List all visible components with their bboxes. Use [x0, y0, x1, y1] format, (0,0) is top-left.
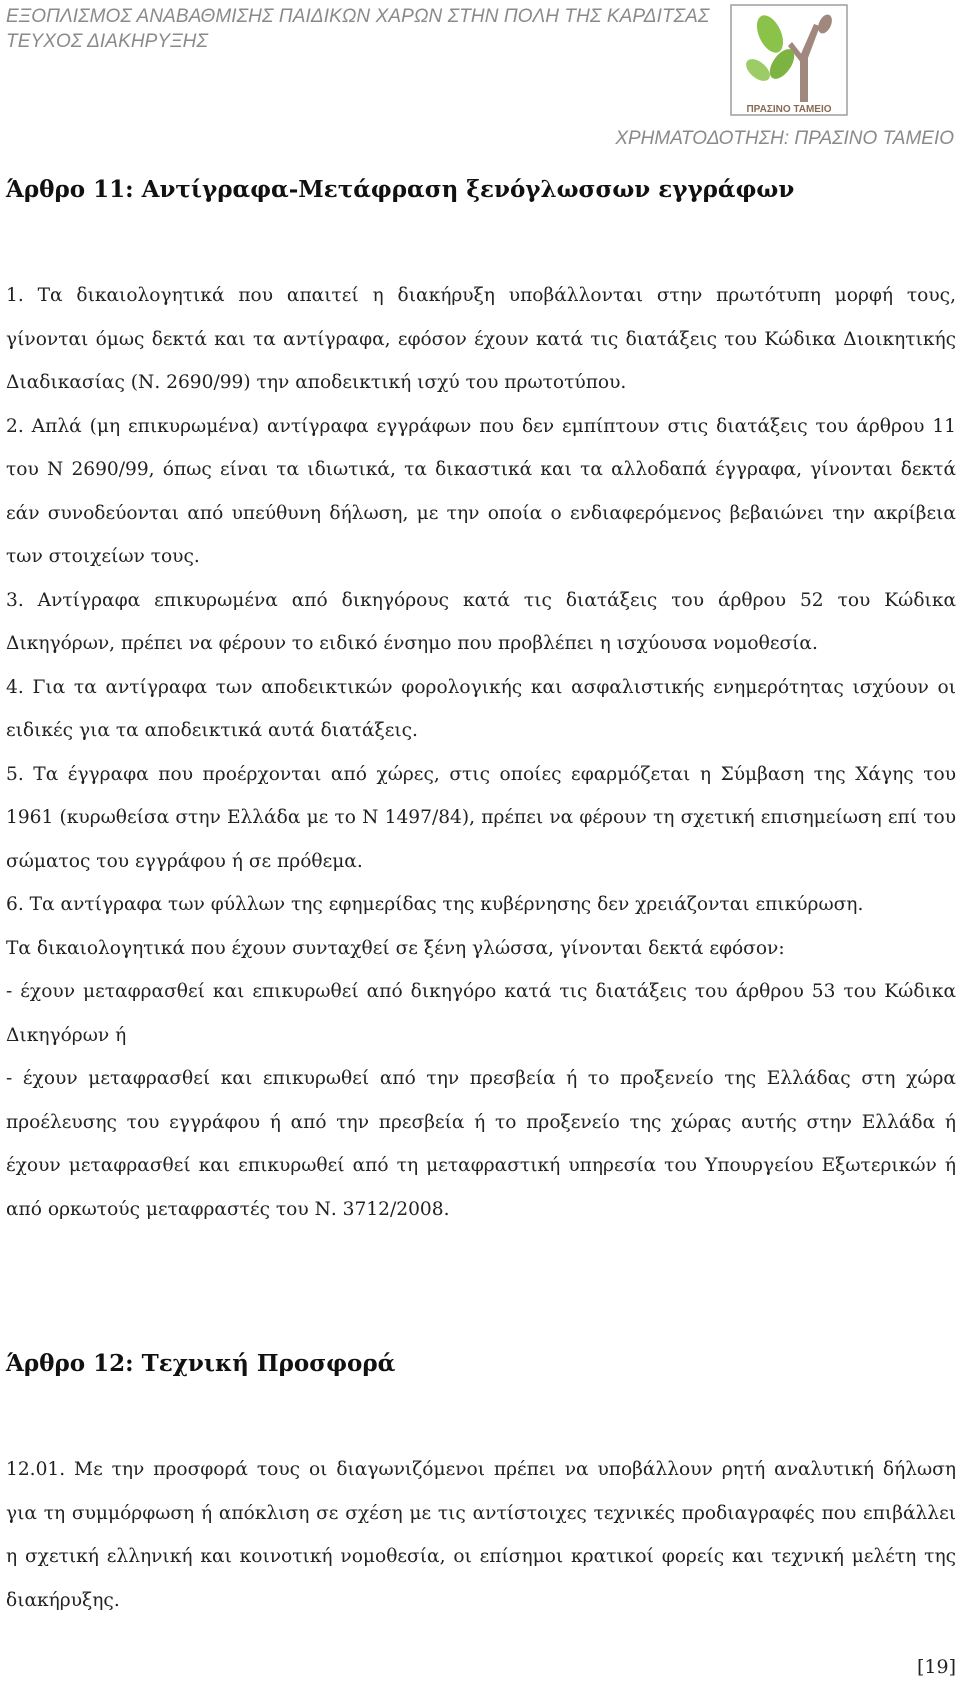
- article-12-body: [6, 1448, 956, 1622]
- header-project-title: ΕΞΟΠΛΙΣΜΟΣ ΑΝΑΒΑΘΜΙΣΗΣ ΠΑΙΔΙΚΩΝ ΧΑΡΩΝ ΣΤΗΝ ΠΟΛΗ ΤΗΣ ΚΑΡΔΙΤΣΑΣ: [6, 6, 710, 27]
- paragraph: 4. Για τα αντίγραφα των αποδεικτικών φορολογικής και ασφαλιστικής ενημερότητας ισχύουν οι ειδικές για τα αποδεικτικά αυτά διατάξεις.: [6, 676, 956, 741]
- paragraph: 3. Αντίγραφα επικυρωμένα από δικηγόρους κατά τις διατάξεις του άρθρου 52 του Κώδικα Δικηγόρων, πρέπει να φέρουν το ειδικό ένσημο που προβλέπει η ισχύουσα νομοθεσία.: [6, 589, 956, 654]
- green-fund-logo: [730, 4, 848, 116]
- paragraph: 2. Απλά (μη επικυρωμένα) αντίγραφα εγγράφων που δεν εμπίπτουν στις διατάξεις του άρθρου 11 του Ν 2690/99, όπως είναι τα ιδιωτικά, τα δικαστικά και τα αλλοδαπά έγγραφα, γίνονται δεκτά εάν συνοδεύονται από υπεύθυνη δήλωση, με την οποία ο ενδιαφερόμενος βεβαιώνει την ακρίβεια των στοιχείων τους.: [6, 415, 956, 567]
- document-header: [6, 4, 709, 54]
- paragraph: 1. Τα δικαιολογητικά που απαιτεί η διακήρυξη υποβάλλονται στην πρωτότυπη μορφή τους, γίνονται όμως δεκτά και τα αντίγραφα, εφόσον έχουν κατά τις διατάξεις του Κώδικα Διοικητικής Διαδικασίας (Ν. 2690/99) την αποδεικτική ισχύ του πρωτοτύπου.: [6, 285, 956, 393]
- header-document-type: ΤΕΥΧΟΣ ΔΙΑΚΗΡΥΞΗΣ: [6, 31, 208, 52]
- page-number: [19]: [916, 1656, 956, 1678]
- paragraph: 5. Τα έγγραφα που προέρχονται από χώρες, στις οποίες εφαρμόζεται η Σύμβαση της Χάγης του 1961 (κυρωθείσα στην Ελλάδα με το Ν 1497/84), πρέπει να φέρουν τη σχετική επισημείωση επί του σώματος του εγγράφου ή σε πρόθεμα.: [6, 763, 956, 872]
- article-12-heading: Άρθρο 12: Τεχνική Προσφορά: [6, 1350, 396, 1377]
- article-11-body: [6, 274, 956, 1231]
- logo-caption: ΠΡΑΣΙΝΟ ΤΑΜΕΙΟ: [746, 104, 832, 115]
- article-11-heading: Άρθρο 11: Αντίγραφα-Μετάφραση ξενόγλωσσων εγγράφων: [6, 176, 795, 203]
- paragraph: Τα δικαιολογητικά που έχουν συνταχθεί σε ξένη γλώσσα, γίνονται δεκτά εφόσον:: [6, 937, 785, 959]
- paragraph: - έχουν μεταφρασθεί και επικυρωθεί από την πρεσβεία ή το προξενείο της Ελλάδας στη χώρα προέλευσης του εγγράφου ή από την πρεσβεία ή το προξενείο της χώρας αυτής στην Ελλάδα ή έχουν μεταφρασθεί και επικυρωθεί από τη μεταφραστική υπηρεσία του Υπουργείου Εξωτερικών ή από ορκωτούς μεταφραστές του Ν. 3712/2008.: [6, 1068, 956, 1220]
- paragraph: - έχουν μεταφρασθεί και επικυρωθεί από δικηγόρο κατά τις διατάξεις του άρθρου 53 του Κώδικα Δικηγόρων ή: [6, 981, 956, 1046]
- paragraph: 6. Τα αντίγραφα των φύλλων της εφημερίδας της κυβέρνησης δεν χρειάζονται επικύρωση.: [6, 894, 864, 915]
- funding-label: ΧΡΗΜΑΤΟΔΟΤΗΣΗ: ΠΡΑΣΙΝΟ ΤΑΜΕΙΟ: [615, 128, 954, 149]
- paragraph: 12.01. Με την προσφορά τους οι διαγωνιζόμενοι πρέπει να υποβάλλουν ρητή αναλυτική δήλωση για τη συμμόρφωση ή απόκλιση σε σχέση με τις αντίστοιχες τεχνικές προδιαγραφές που επιβάλλει η σχετική ελληνική και κοινοτική νομοθεσία, οι επίσημοι κρατικοί φορείς και τεχνική μελέτη της διακήρυξης.: [6, 1459, 956, 1611]
